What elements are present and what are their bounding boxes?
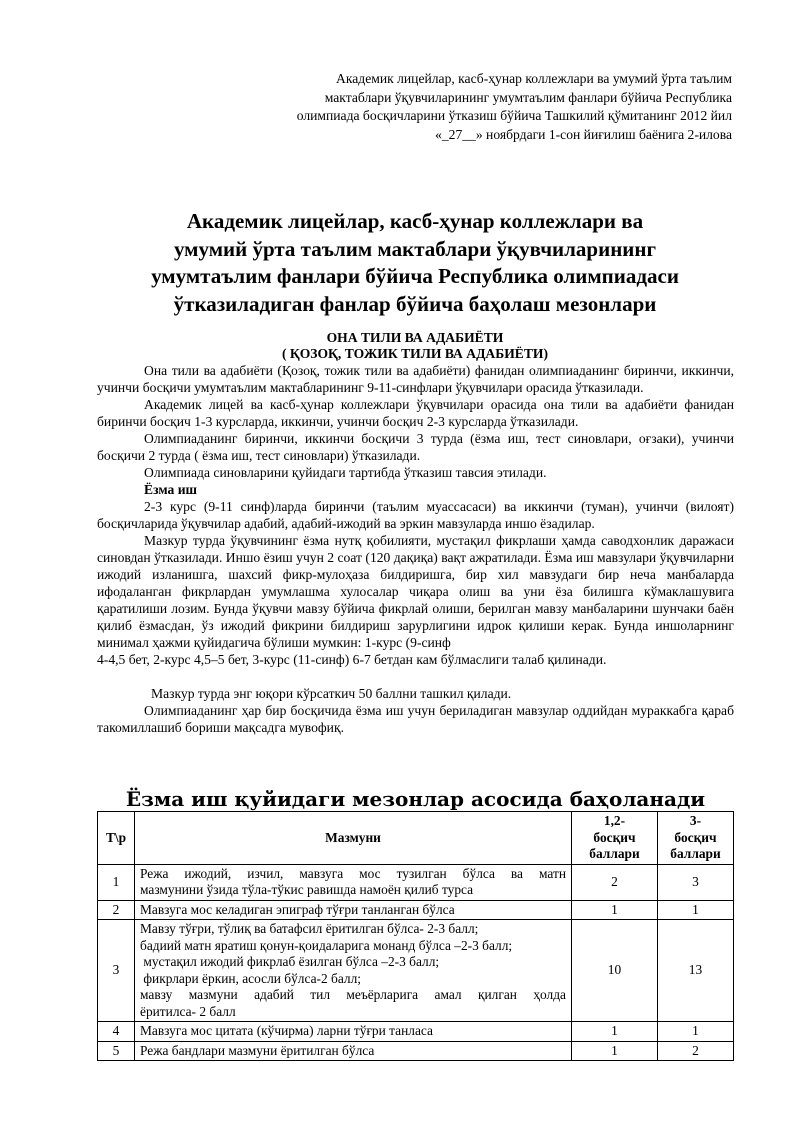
- header-line: баллари: [670, 846, 721, 861]
- row-content: [135, 900, 572, 920]
- header-score-stage-3: [658, 812, 734, 865]
- row-score-1-2: 2: [572, 864, 658, 900]
- row-num: 2: [98, 900, 135, 920]
- row-score-3: 1: [658, 900, 734, 920]
- row-num: 3: [98, 920, 135, 1022]
- subject-heading: [100, 330, 730, 362]
- content-line: мустақил ижодий фикрлаб ёзилган бўлса –2-3 балл;: [140, 954, 440, 969]
- header-note-line: олимпиада босқичларини ўтказиш бўйича Ташкилий қўмитанинг 2012 йил: [296, 108, 732, 123]
- row-score-3: 1: [658, 1022, 734, 1042]
- row-score-3: 3: [658, 864, 734, 900]
- row-content: [135, 864, 572, 900]
- row-num: 4: [98, 1022, 135, 1042]
- header-line: 1,2-: [603, 813, 626, 828]
- criteria-table: [97, 811, 734, 1061]
- paragraph: Олимпиада синовларини қуйидаги тартибда ўтказиш тавсия этилади.: [144, 465, 547, 480]
- content-line: ёритилса- 2 балл: [140, 1003, 236, 1019]
- section-heading: Ёзма иш: [144, 482, 198, 497]
- document-title: [100, 208, 730, 318]
- content-line: бадиий матн яратиш қонун-қоидаларига монанд бўлса –2-3 балл;: [140, 937, 513, 953]
- content-line: мазмунини ўзида тўла-тўкис равишда намоён қилиб турса: [140, 882, 474, 897]
- paragraph: Мазкур турда ўқувчининг ёзма нутқ қобилияти, мустақил фикрлаши ҳамда саводхонлик даражаси синовдан ўтказилади. Иншо ёзиш учун 2 соат (120 дақиқа) вақт ажратилади. Ёзма иш мавзулари ўқувчиларни ижодий изланишга, шахсий фикр-мулоҳаза билдиришга, бир хил мавзудаги бир неча манбаларда ифодаланган фикрлардан умумлашма хулосалар чиқара олиш ва уни ёза билишга кўмаклашувига қаратилиши лозим. Бунда ўқувчи мавзу бўйича фикрлай олиши, берилган мавзу манбаларини шунчаки баён қилиб ёзмасдан, ўз ижодий фикрини билдириш зарурлигини идрок қилиши керак. Бунда иншоларнинг минимал ҳажми қуйидагича бўлиши мумкин: 1-курс (9-синф: [97, 533, 734, 650]
- title-line: умумтаълим фанлари бўйича Республика олимпиадаси: [151, 264, 679, 288]
- paragraph: Она тили ва адабиёти (Қозоқ, тожик тили ва адабиёти) фанидан олимпиаданинг биринчи, иккинчи, учинчи босқичи умумтаълим мактабларининг 9-11-синфлари ўқувчилари орасида ўтказилади.: [97, 363, 734, 395]
- title-line: Академик лицейлар, касб-ҳунар коллежлари ва: [186, 209, 644, 233]
- table-row: [98, 1041, 734, 1061]
- content-line: Мавзуга мос келадиган эпиграф тўғри танланган бўлса: [140, 901, 455, 917]
- header-line: 3-: [689, 813, 702, 828]
- table-row: [98, 1022, 734, 1042]
- subject-line: ( ҚОЗОҚ, ТОЖИК ТИЛИ ВА АДАБИЁТИ): [281, 346, 549, 361]
- content-line: Режа ижодий, изчил, мавзуга мос тузилган бўлса ва матн: [140, 865, 566, 881]
- header-note-line: мактаблари ўқувчиларининг умумтаълим фанлари бўйича Республика: [324, 89, 732, 105]
- row-score-3: 13: [658, 920, 734, 1022]
- content-line: мавзу мазмуни адабий тил меъёрларига амал қилган ҳолда: [140, 987, 566, 1002]
- row-score-1-2: 10: [572, 920, 658, 1022]
- row-num: 5: [98, 1041, 135, 1061]
- row-score-1-2: 1: [572, 900, 658, 920]
- header-line: баллари: [589, 846, 640, 861]
- title-line: ўтказиладиган фанлар бўйича баҳолаш мезонлари: [173, 291, 657, 316]
- header-content: Мазмуни: [135, 812, 572, 865]
- row-num: 1: [98, 864, 135, 900]
- content-line: Режа бандлари мазмуни ёритилган бўлса: [140, 1042, 375, 1058]
- paragraph: Олимпиаданинг биринчи, иккинчи босқичи 3 турда (ёзма иш, тест синовлари, оғзаки), учинчи босқичи 2 турда ( ёзма иш, тест синовлари) ўтказилади.: [97, 431, 734, 463]
- table-row: [98, 900, 734, 920]
- paragraph: Олимпиаданинг ҳар бир босқичида ёзма иш учун бериладиган мавзулар оддийдан мураккабга қараб такомиллашиб бориши мақсадга мувофиқ.: [97, 703, 734, 735]
- subject-line: ОНА ТИЛИ ВА АДАБИЁТИ: [326, 330, 504, 345]
- header-note: [280, 70, 732, 144]
- row-score-1-2: 1: [572, 1041, 658, 1061]
- header-num: Т\р: [98, 812, 135, 865]
- table-row: [98, 920, 734, 1022]
- row-score-1-2: 1: [572, 1022, 658, 1042]
- paragraph: Мазкур турда энг юқори кўрсаткич 50 баллни ташкил қилади.: [151, 686, 512, 701]
- header-note-line: Академик лицейлар, касб-ҳунар коллежлари ва умумий ўрта таълим: [336, 71, 732, 86]
- content-line: фикрлари ёркин, асосли бўлса-2 балл;: [140, 970, 361, 986]
- row-score-3: 2: [658, 1041, 734, 1061]
- header-line: босқич: [674, 829, 717, 845]
- table-title: Ёзма иш қуйидаги мезонлар асосида баҳоланади: [125, 787, 706, 811]
- row-content: [135, 1022, 572, 1042]
- header-score-stage-1-2: [572, 812, 658, 865]
- content-line: Мавзуга мос цитата (кўчирма) ларни тўғри танласа: [140, 1023, 433, 1038]
- header-note-line: «_27__» ноябрдаги 1-сон йиғилиш баёнига 2-илова: [435, 126, 732, 142]
- document-body: [97, 362, 734, 736]
- paragraph: 2-3 курс (9-11 синф)ларда биринчи (таълим муассасаси) ва иккинчи (туман), учинчи (вилоят) босқичларида ўқувчилар адабий, адабий-ижодий ва эркин мавзуларда иншо ёзадилар.: [97, 499, 734, 531]
- title-line: умумий ўрта таълим мактаблари ўқувчиларининг: [173, 236, 657, 261]
- header-line: босқич: [593, 829, 636, 845]
- table-row: [98, 864, 734, 900]
- row-content: [135, 920, 572, 1022]
- content-line: Мавзу тўғри, тўлиқ ва батафсил ёритилган бўлса- 2-3 балл;: [140, 921, 479, 936]
- paragraph: Академик лицей ва касб-ҳунар коллежлари ўқувчилари орасида она тили ва адабиёти фанидан биринчи босқич 1-3 курсларда, иккинчи, учинчи босқич 2-3 курсларда ўтказилади.: [97, 397, 734, 429]
- paragraph: 4-4,5 бет, 2-курс 4,5–5 бет, 3-курс (11-синф) 6-7 бетдан кам бўлмаслиги талаб қилинади.: [97, 652, 607, 667]
- table-header-row: [98, 812, 734, 865]
- row-content: [135, 1041, 572, 1061]
